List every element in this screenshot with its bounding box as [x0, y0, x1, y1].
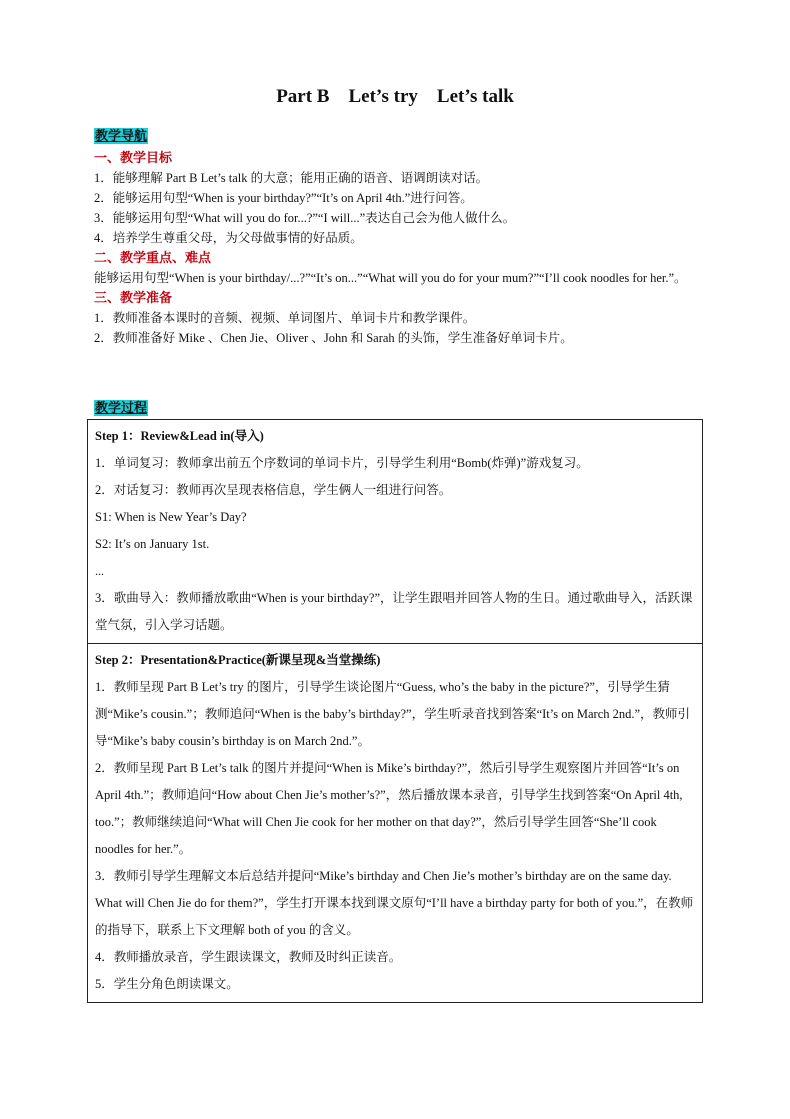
step1-row: [88, 420, 703, 644]
teaching-process-label: 教学过程: [95, 400, 148, 415]
step1-item: S2: It’s on January 1st.: [95, 537, 210, 551]
key-points-heading: 二、教学重点、难点: [94, 250, 212, 265]
step2-item: 5．学生分角色朗读课文。: [95, 977, 239, 991]
step1-cell: [88, 420, 703, 644]
objective-item: 2．能够运用句型“When is your birthday?”“It’s on April 4th.”进行问答。: [94, 191, 473, 205]
teaching-guide-label: 教学导航: [95, 128, 148, 143]
objective-item: 3．能够运用句型“What will you do for...?”“I will...”表达自己会为他人做什么。: [94, 211, 516, 225]
key-points-text: 能够运用句型“When is your birthday/...?”“It’s on...”“What will you do for your mum?”“I’ll cook noodles for her.”。: [94, 271, 687, 285]
page-title: Part B Let’s try Let’s talk: [276, 86, 514, 107]
step2-item: 3．教师引导学生理解文本后总结并提问“Mike’s birthday and Chen Jie’s mother’s birthday are on the same day. What will Chen Jie do for them?”，学生打开课本找到课文原句“I’ll have a birthday party for both of you.”，在教师的指导下，联系上下文理解 both of you 的含义。: [95, 869, 694, 937]
teaching-guide-section: [94, 128, 700, 348]
step2-cell: [88, 644, 703, 1003]
step2-title: Step 2：Presentation&Practice(新课呈现&当堂操练): [95, 653, 381, 667]
step1-item: S1: When is New Year’s Day?: [95, 510, 247, 524]
step2-item: 4．教师播放录音，学生跟读课文，教师及时纠正读音。: [95, 950, 402, 964]
objectives-heading: 一、教学目标: [94, 150, 173, 165]
step1-item: 3．歌曲导入：教师播放歌曲“When is your birthday?”，让学生跟唱并回答人物的生日。通过歌曲导入，活跃课堂气氛，引入学习话题。: [95, 591, 693, 632]
step2-item: 2．教师呈现 Part B Let’s talk 的图片并提问“When is Mike’s birthday?”，然后引导学生观察图片并回答“It’s on April 4th.”；教师追问“How about Chen Jie’s mother’s?”，然后播放课本录音，引导学生找到答案“On April 4th, too.”；教师继续追问“What will Chen Jie cook for her mother on that day?”，然后引导学生回答“She’ll cook noodles for her.”。: [95, 761, 683, 856]
step1-item: 2．对话复习：教师再次呈现表格信息，学生俩人一组进行问答。: [95, 483, 452, 497]
step2-item: 1．教师呈现 Part B Let’s try 的图片，引导学生谈论图片“Guess, who’s the baby in the picture?”，引导学生猜测“Mike’s cousin.”；教师追问“When is the baby’s birthday?”，学生听录音找到答案“It’s on March 2nd.”，教师引导“Mike’s baby cousin’s birthday is on March 2nd.”。: [95, 680, 691, 748]
preparation-heading: 三、教学准备: [94, 290, 173, 305]
step1-item: ...: [95, 564, 104, 578]
objective-item: 4．培养学生尊重父母，为父母做事情的好品质。: [94, 231, 363, 245]
preparation-item: 2．教师准备好 Mike 、Chen Jie、Oliver 、John 和 Sarah 的头饰，学生准备好单词卡片。: [94, 331, 573, 345]
preparation-item: 1．教师准备本课时的音频、视频、单词图片、单词卡片和教学课件。: [94, 311, 476, 325]
step1-item: 1．单词复习：教师拿出前五个序数词的单词卡片，引导学生利用“Bomb(炸弹)”游戏复习。: [95, 456, 589, 470]
objective-item: 1．能够理解 Part B Let’s talk 的大意；能用正确的语音、语调朗读对话。: [94, 171, 489, 185]
step2-row: [88, 644, 703, 1003]
step1-title: Step 1：Review&Lead in(导入): [95, 429, 264, 443]
teaching-process-table: [87, 419, 703, 1003]
